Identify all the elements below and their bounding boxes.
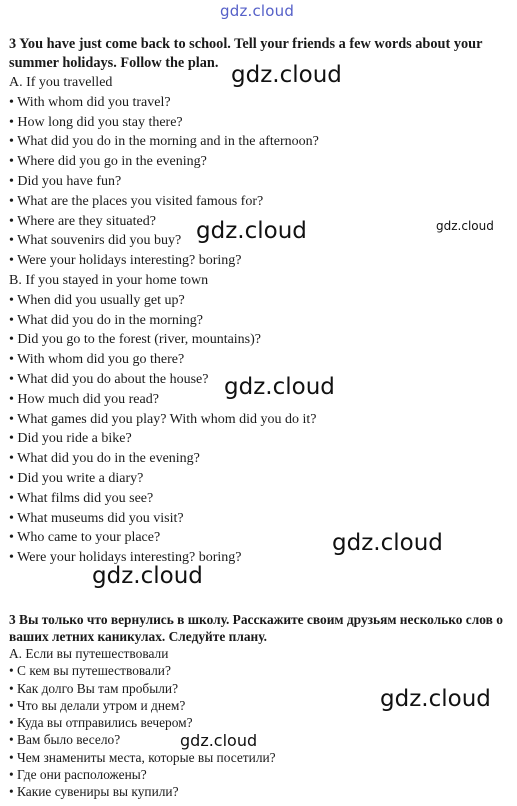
plan-line: • What did you do in the morning and in the afternoon?: [9, 134, 319, 150]
plan-line: • Чем знамениты места, которые вы посетили?: [9, 749, 276, 765]
plan-line: • Where did you go in the evening?: [9, 154, 207, 170]
plan-line: • Что вы делали утром и днем?: [9, 697, 186, 713]
plan-line: • What did you do about the house?: [9, 371, 209, 387]
plan-line: A. If you travelled: [9, 75, 113, 90]
watermark: gdz.cloud: [332, 530, 443, 556]
watermark: gdz.cloud: [380, 686, 491, 712]
exercise-heading-en: 3 You have just come back to school. Tell your friends a few words about your summer holidays. Follow the plan.: [9, 36, 483, 71]
plan-line: • Какие сувениры вы купили?: [9, 784, 179, 800]
plan-line: • What did you do in the morning?: [9, 312, 204, 328]
plan-line: • What souvenirs did you buy?: [9, 233, 182, 249]
plan-line: • Как долго Вы там пробыли?: [9, 680, 179, 696]
plan-line: • What did you do in the evening?: [9, 451, 200, 467]
plan-line: • What films did you see?: [9, 490, 154, 506]
plan-line: • Were your holidays interesting? boring?: [9, 550, 242, 566]
plan-line: • With whom did you travel?: [9, 94, 171, 110]
watermark: gdz.cloud: [224, 374, 335, 400]
watermark: gdz.cloud: [436, 219, 494, 233]
plan-line: • Did you write a diary?: [9, 470, 144, 486]
watermark: gdz.cloud: [231, 62, 342, 88]
plan-line: • Who came to your place?: [9, 530, 161, 546]
plan-line: • What museums did you visit?: [9, 510, 184, 526]
plan-line: • With whom did you go there?: [9, 352, 185, 368]
plan-line: А. Если вы путешествовали: [9, 646, 169, 661]
plan-line: • С кем вы путешествовали?: [9, 663, 171, 679]
plan-line: • Где они расположены?: [9, 767, 147, 783]
watermark: gdz.cloud: [180, 731, 258, 750]
english-exercise: [9, 35, 514, 568]
plan-line: • What games did you play? With whom did you do it?: [9, 411, 317, 427]
plan-line: B. If you stayed in your home town: [9, 272, 209, 288]
plan-line: • When did you usually get up?: [9, 292, 185, 308]
plan-line: • Where are they situated?: [9, 213, 156, 229]
plan-line: • Куда вы отправились вечером?: [9, 715, 193, 731]
watermark: gdz.cloud: [196, 218, 307, 244]
site-logo: gdz.cloud: [220, 2, 295, 20]
plan-line: • What are the places you visited famous for?: [9, 193, 264, 209]
plan-line: • Did you have fun?: [9, 173, 122, 189]
plan-line: • Did you ride a bike?: [9, 431, 132, 447]
plan-line: • Вам было весело?: [9, 732, 121, 748]
watermark: gdz.cloud: [92, 563, 203, 589]
plan-line: • Did you go to the forest (river, mountains)?: [9, 332, 262, 348]
plan-line: • How long did you stay there?: [9, 114, 183, 130]
plan-list-ru: [9, 645, 514, 801]
plan-list-en: [9, 73, 514, 568]
plan-line: • Were your holidays interesting? boring?: [9, 253, 242, 269]
plan-line: • How much did you read?: [9, 391, 159, 407]
exercise-heading-ru: 3 Вы только что вернулись в школу. Расскажите своим друзьям несколько слов о ваших летних каникулах. Следуйте плану.: [9, 612, 503, 644]
